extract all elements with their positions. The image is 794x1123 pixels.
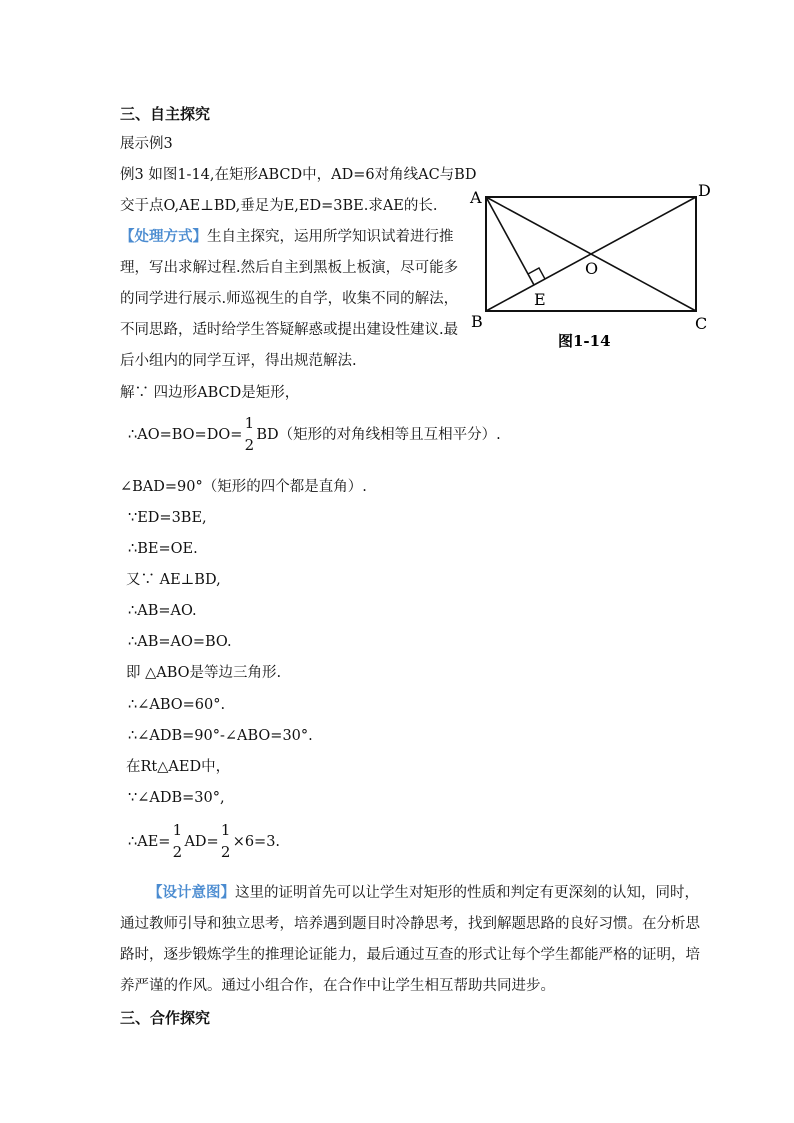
design-line-1	[148, 883, 699, 903]
solution-line-5: ∴BE=OE.	[128, 541, 198, 557]
label-c: C	[695, 314, 708, 333]
label-e: E	[534, 290, 546, 309]
method-tag: 【处理方式】	[120, 228, 207, 245]
solution-line-13: ∵∠ADB=30°,	[128, 790, 225, 806]
fraction-numerator-2: 1	[172, 821, 183, 839]
example-line-2: 交于点O,AE⊥BD,垂足为E,ED=3BE.求AE的长.	[120, 198, 438, 214]
label-d: D	[698, 181, 711, 200]
solution-line-12: 在Rt△AED中，	[126, 759, 231, 775]
solution-line-2-end: BD（矩形的对角线相等且互相平分）.	[256, 427, 501, 443]
show-example-label: 展示例3	[120, 136, 173, 152]
method-line-5: 后小组内的同学互评，得出规范解法.	[120, 353, 357, 369]
fraction-half	[243, 415, 255, 455]
fraction-numerator: 1	[244, 414, 255, 432]
fraction-half-3	[220, 822, 232, 862]
solution-line-14-middle: AD=	[184, 834, 219, 850]
solution-line-2	[128, 415, 501, 455]
method-line-3: 的同学进行展示.师巡视生的自学，收集不同的解法，	[120, 291, 459, 307]
solution-line-8: ∴AB=AO=BO.	[128, 634, 232, 650]
solution-line-1: 解∵ 四边形ABCD是矩形，	[120, 385, 300, 401]
label-b: B	[471, 312, 483, 331]
design-line-4: 养严谨的作风。通过小组合作，在合作中让学生相互帮助共同进步。	[120, 978, 555, 994]
solution-line-3: ∠BAD=90°（矩形的四个都是直角）.	[120, 479, 367, 495]
fraction-denominator-3: 2	[220, 843, 231, 861]
solution-line-2-start: ∴AO=BO=DO=	[128, 427, 243, 443]
design-line-3: 路时，逐步锻炼学生的推理论证能力，最后通过互查的形式让每个学生都能严格的证明，培	[120, 947, 700, 963]
example-line-1: 例3 如图1-14,在矩形ABCD中，AD=6对角线AC与BD	[120, 167, 477, 183]
fraction-numerator-3: 1	[220, 821, 231, 839]
solution-line-14-start: ∴AE=	[128, 834, 171, 850]
rectangle-figure	[462, 175, 722, 355]
solution-line-9: 即 △ABO是等边三角形.	[126, 665, 282, 681]
figure-caption: 图1-14	[558, 332, 611, 350]
design-tag: 【设计意图】	[148, 884, 235, 901]
method-line-4: 不同思路，适时给学生答疑解惑或提出建设性建议.最	[120, 322, 459, 338]
design-text-1: 这里的证明首先可以让学生对矩形的性质和判定有更深刻的认知，同时，	[235, 885, 699, 901]
solution-line-4: ∵ED=3BE,	[128, 510, 207, 526]
label-o: O	[585, 259, 599, 278]
solution-line-7: ∴AB=AO.	[128, 603, 197, 619]
section-heading-self-study: 三、自主探究	[120, 105, 211, 123]
fraction-denominator-2: 2	[172, 843, 183, 861]
method-line-1	[120, 227, 454, 247]
solution-line-14	[128, 822, 280, 862]
solution-line-10: ∴∠ABO=60°.	[128, 697, 226, 713]
section-heading-cooperation: 三、合作探究	[120, 1009, 211, 1027]
label-a: A	[470, 188, 482, 207]
solution-line-11: ∴∠ADB=90°-∠ABO=30°.	[128, 728, 313, 744]
solution-line-6: 又∵ AE⊥BD,	[126, 572, 221, 588]
method-text-1: 生自主探究，运用所学知识试着进行推	[207, 229, 454, 245]
solution-line-14-end: ×6=3.	[232, 834, 281, 850]
fraction-denominator: 2	[244, 436, 255, 454]
fraction-half-2	[171, 822, 183, 862]
design-line-2: 通过教师引导和独立思考，培养遇到题目时冷静思考，找到解题思路的良好习惯。在分析思	[120, 916, 700, 932]
method-line-2: 理，写出求解过程.然后自主到黑板上板演，尽可能多	[120, 260, 459, 276]
